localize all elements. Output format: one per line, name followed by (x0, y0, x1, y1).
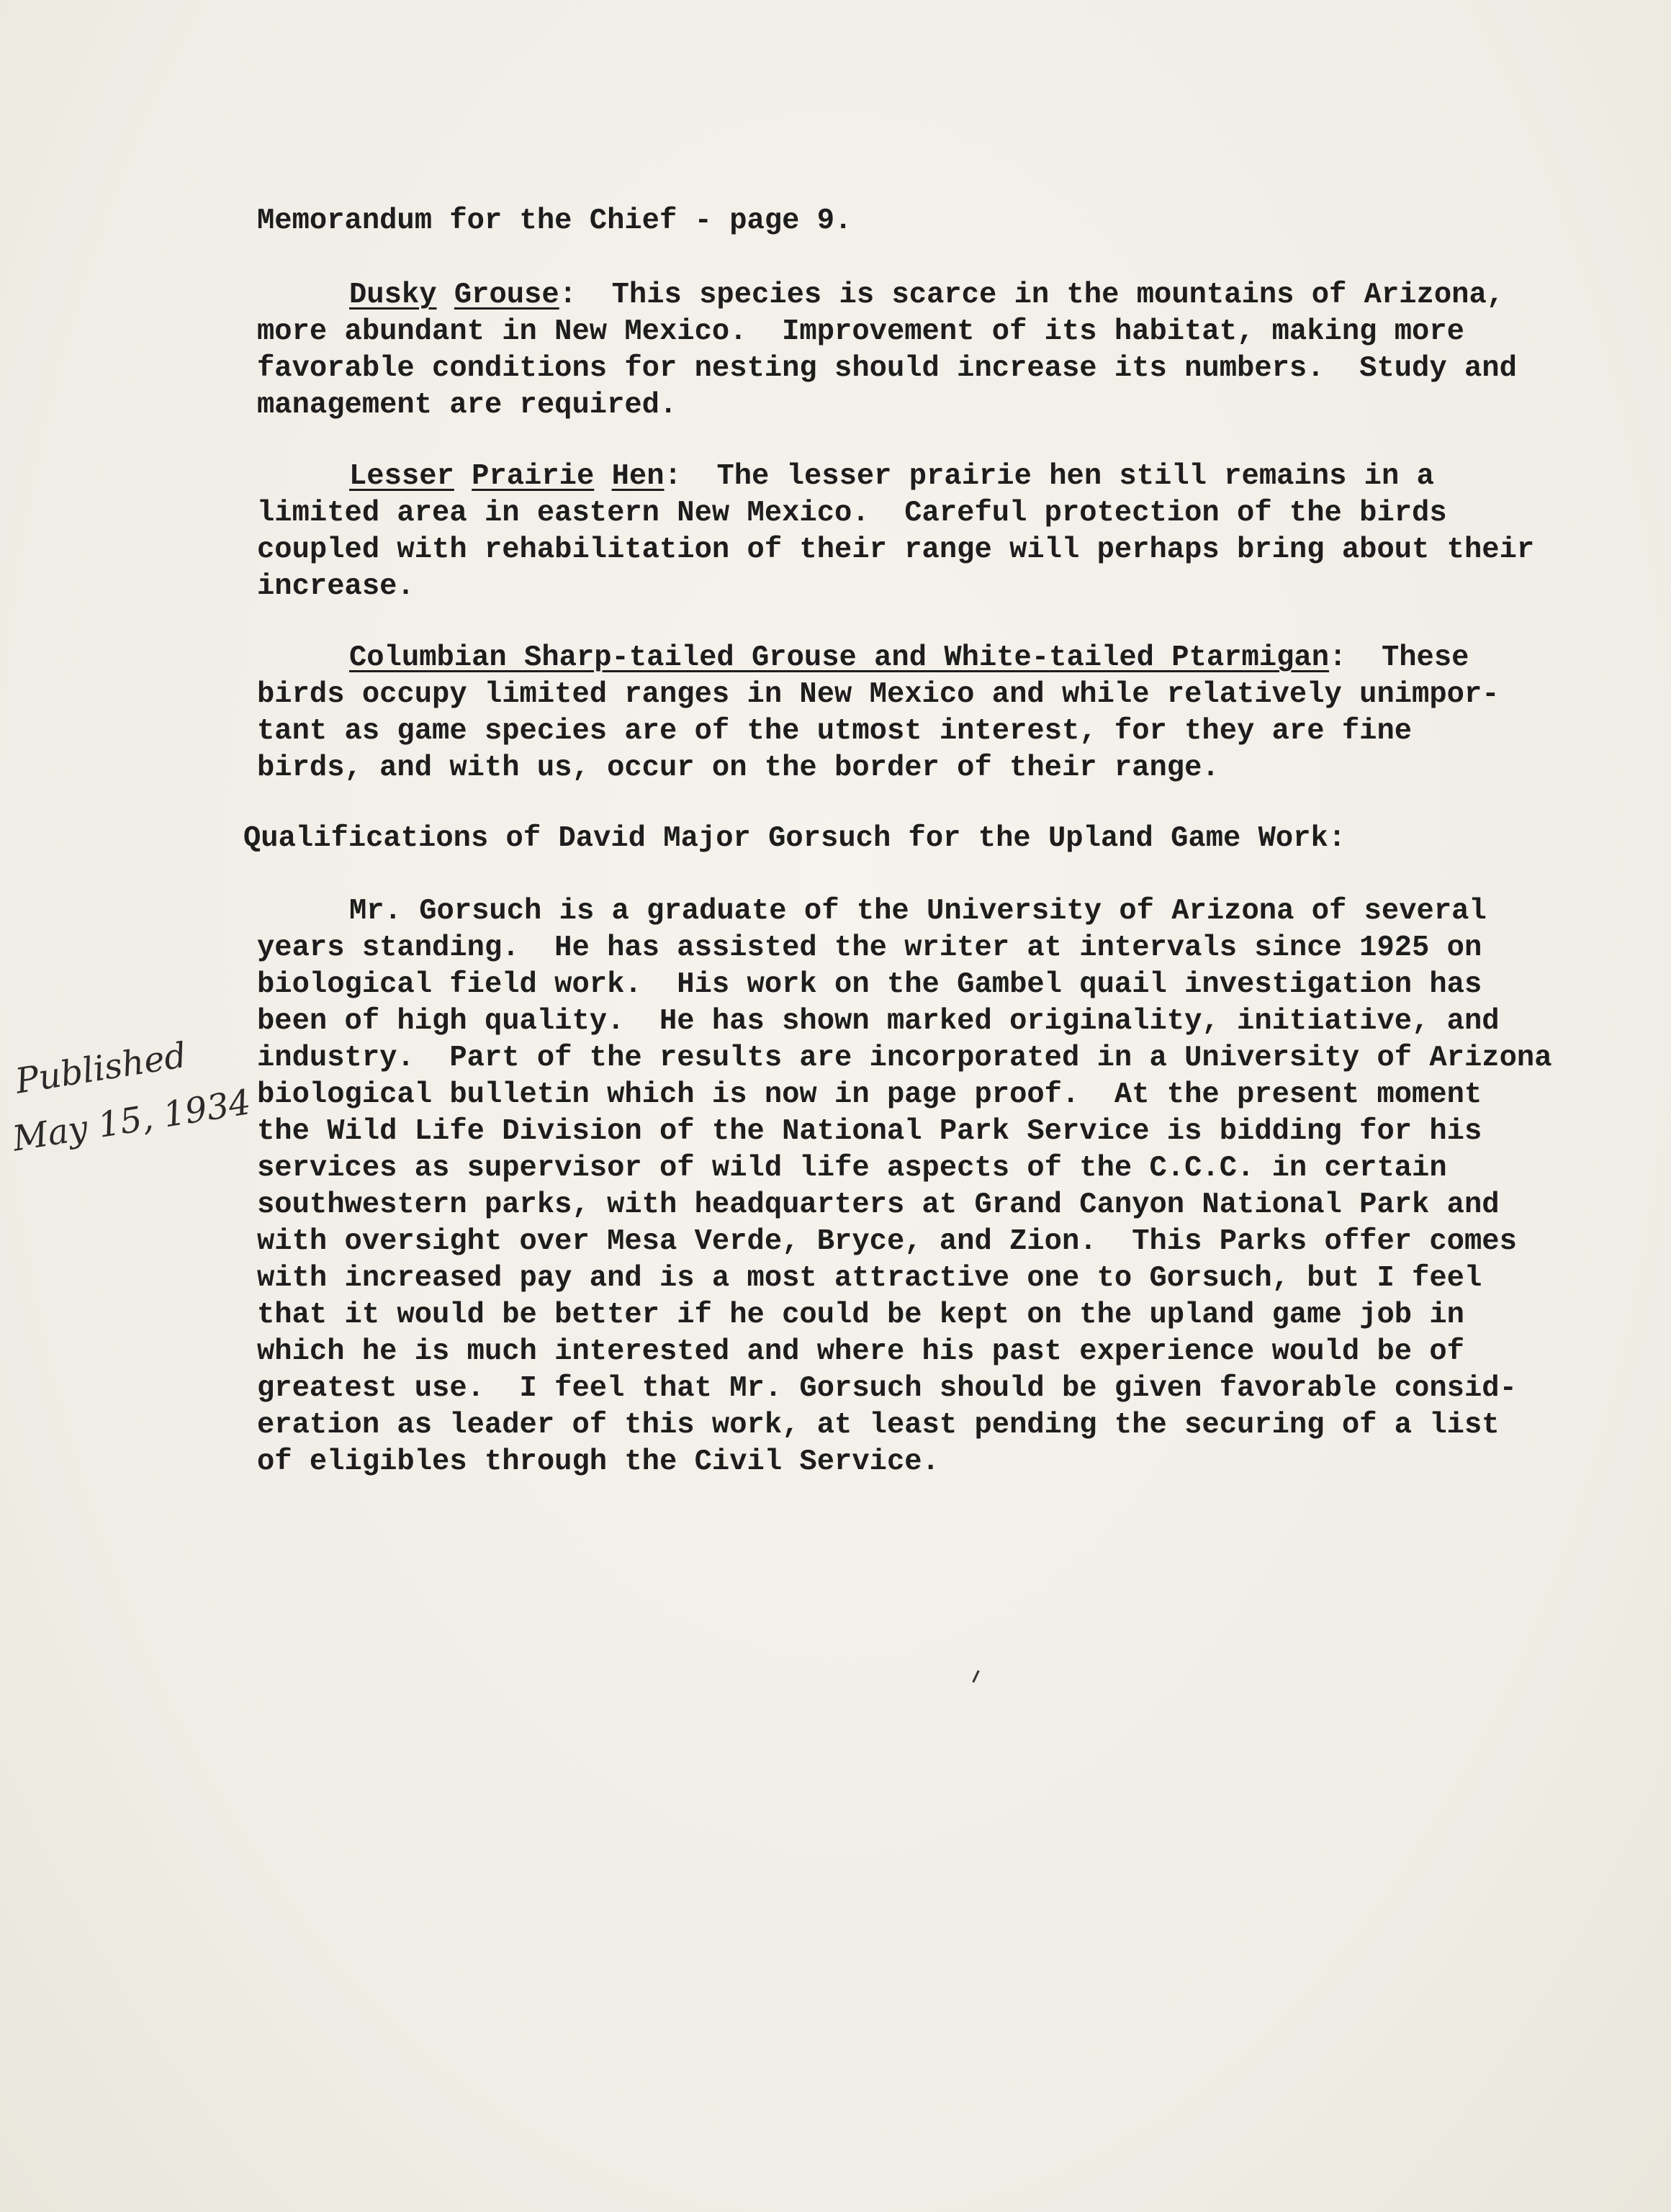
body-line: services as supervisor of wild life aspects of the C.C.C. in certain (257, 1152, 1447, 1185)
handwritten-margin-note-line1: Published (12, 1034, 189, 1102)
sharptail-heading-line: Columbian Sharp-tailed Grouse and White-tailed Ptarmigan: These (349, 641, 1469, 674)
body-line: eration as leader of this work, at least pending the securing of a list (257, 1409, 1500, 1442)
body-line: with oversight over Mesa Verde, Bryce, and Zion. This Parks offer comes (257, 1225, 1517, 1258)
section-heading-word: Prairie (472, 460, 595, 493)
body-line: Mr. Gorsuch is a graduate of the University of Arizona of several (349, 895, 1487, 928)
stray-pen-mark (972, 1670, 979, 1683)
body-line: of eligibles through the Civil Service. (257, 1445, 940, 1479)
body-line: biological field work. His work on the Gambel quail investigation has (257, 968, 1482, 1001)
body-line: tant as game species are of the utmost interest, for they are fine (257, 715, 1413, 748)
body-line: limited area in eastern New Mexico. Careful protection of the birds (257, 497, 1447, 530)
body-line: the Wild Life Division of the National Park Service is bidding for his (257, 1115, 1482, 1148)
body-line: birds, and with us, occur on the border of their range. (257, 751, 1220, 785)
body-line: industry. Part of the results are incorporated in a University of Arizona (257, 1042, 1552, 1075)
body-line: coupled with rehabilitation of their range will perhaps bring about their (257, 533, 1535, 566)
body-line: biological bulletin which is now in page proof. At the present moment (257, 1078, 1482, 1111)
body-line: been of high quality. He has shown marked originality, initiative, and (257, 1005, 1500, 1038)
body-line: management are required. (257, 389, 677, 422)
section-heading-word: Lesser (349, 460, 454, 493)
body-line: years standing. He has assisted the writer at intervals since 1925 on (257, 931, 1482, 965)
handwritten-margin-note-line2: May 15, 1934 (9, 1082, 254, 1160)
body-text: The lesser prairie hen still remains in a (716, 460, 1434, 493)
body-text: These (1381, 641, 1469, 674)
body-line: that it would be better if he could be kept on the upland game job in (257, 1299, 1464, 1332)
prairie-hen-heading-line: Lesser Prairie Hen: The lesser prairie hen still remains in a (349, 460, 1434, 493)
body-line: with increased pay and is a most attractive one to Gorsuch, but I feel (257, 1262, 1482, 1295)
body-line: more abundant in New Mexico. Improvement of its habitat, making more (257, 315, 1464, 348)
body-text: This species is scarce in the mountains of Arizona, (611, 279, 1505, 312)
body-line: birds occupy limited ranges in New Mexico and while relatively unimpor- (257, 678, 1500, 711)
section-heading: Columbian Sharp-tailed Grouse and White-tailed Ptarmigan (349, 641, 1330, 674)
body-line: increase. (257, 570, 415, 603)
section-heading-word: Hen (611, 460, 665, 493)
body-line: favorable conditions for nesting should increase its numbers. Study and (257, 352, 1517, 385)
qualifications-heading: Qualifications of David Major Gorsuch for the Upland Game Work: (243, 822, 1346, 855)
body-line: greatest use. I feel that Mr. Gorsuch should be given favorable consid- (257, 1372, 1517, 1405)
page-header: Memorandum for the Chief - page 9. (257, 204, 852, 238)
section-heading-word: Dusky (349, 279, 437, 312)
dusky-grouse-heading-line: Dusky Grouse: This species is scarce in the mountains of Arizona, (349, 279, 1505, 312)
body-line: southwestern parks, with headquarters at Grand Canyon National Park and (257, 1188, 1500, 1222)
section-heading-word: Grouse (454, 279, 559, 312)
body-line: which he is much interested and where his past experience would be of (257, 1335, 1464, 1368)
